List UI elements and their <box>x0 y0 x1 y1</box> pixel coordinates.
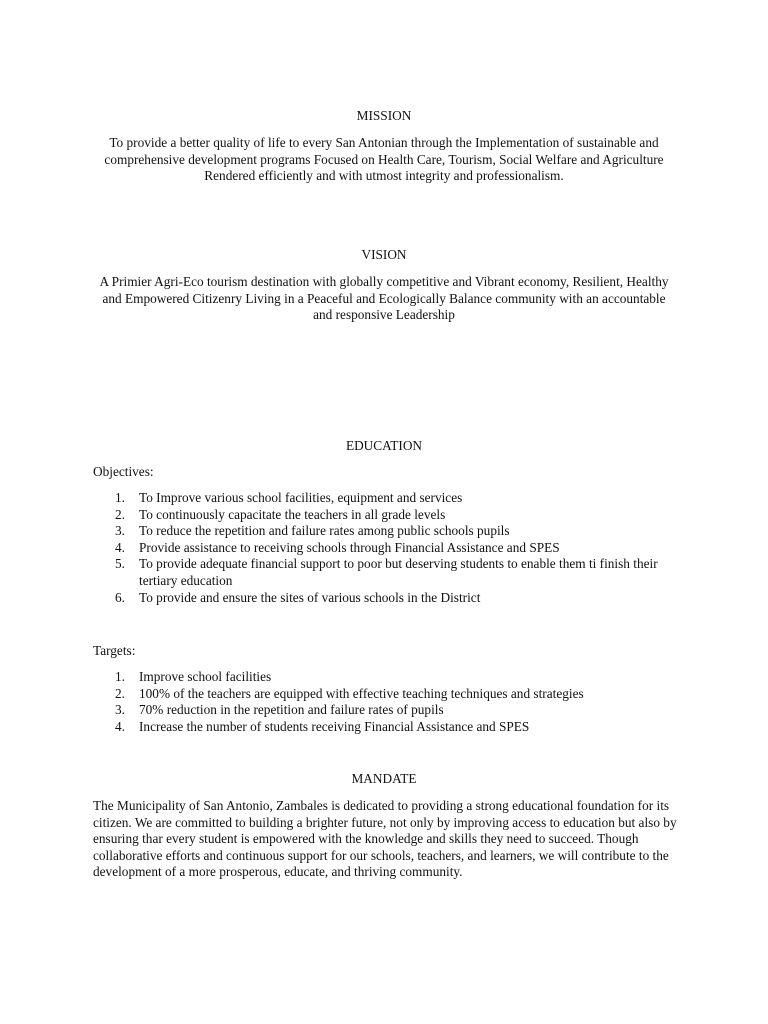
list-number: 4. <box>115 718 125 734</box>
vision-heading: VISION <box>361 247 407 262</box>
list-item-text: To provide and ensure the sites of various schools in the District <box>139 589 481 605</box>
targets-list <box>93 669 675 735</box>
list-item <box>93 523 675 540</box>
vision-text: A Primier Agri-Eco tourism destination with globally competitive and Vibrant economy, Resilient, Healthy and Empowered Citizenry Living in a Peaceful and Ecologically Balance community with an accountable and responsive Leadership <box>99 274 669 323</box>
mission-heading: MISSION <box>356 108 412 123</box>
list-number: 1. <box>115 669 125 684</box>
list-number: 5. <box>115 556 125 572</box>
list-number: 2. <box>115 506 125 522</box>
list-item <box>93 669 675 686</box>
list-number: 4. <box>115 539 125 555</box>
list-item-text: Provide assistance to receiving schools through Financial Assistance and SPES <box>139 539 560 555</box>
list-item <box>93 540 675 557</box>
list-item <box>93 590 675 607</box>
list-number: 2. <box>115 685 125 701</box>
mission-text: To provide a better quality of life to every San Antonian through the Implementation of sustainable and comprehensive development programs Focused on Health Care, Tourism, Social Welfare and Agriculture Rendered efficiently and with utmost integrity and professionalism. <box>104 135 664 184</box>
list-item-text: Increase the number of students receiving Financial Assistance and SPES <box>139 718 530 734</box>
list-item <box>93 556 675 589</box>
list-item-text: To reduce the repetition and failure rates among public schools pupils <box>139 523 510 539</box>
list-item-text: To provide adequate financial support to poor but deserving students to enable them ti finish their tertiary education <box>139 556 658 588</box>
list-item-text: 70% reduction in the repetition and failure rates of pupils <box>139 702 444 718</box>
targets-label: Targets: <box>93 643 136 658</box>
list-number: 3. <box>115 702 125 718</box>
list-item-text: To continuously capacitate the teachers in all grade levels <box>139 506 446 522</box>
list-item <box>93 686 675 703</box>
list-item <box>93 719 675 736</box>
education-heading: EDUCATION <box>345 438 423 453</box>
list-item-text: Improve school facilities <box>139 669 272 684</box>
list-item <box>93 490 675 507</box>
list-item <box>93 507 675 524</box>
mandate-heading: MANDATE <box>351 771 417 786</box>
list-number: 3. <box>115 523 125 539</box>
objectives-list <box>93 490 675 606</box>
list-number: 1. <box>115 490 125 505</box>
list-number: 6. <box>115 589 125 605</box>
mandate-text: The Municipality of San Antonio, Zambales is dedicated to providing a strong educational foundation for its citizen. We are committed to building a brighter future, not only by improving access to education but also by ensuring thar every student is empowered with the knowledge and skills they need to succeed. Though collaborative efforts and continuous support for our schools, teachers, and learners, we will contribute to the development of a more prosperous, educate, and thriving community. <box>93 798 677 880</box>
list-item-text: To Improve various school facilities, equipment and services <box>139 490 463 505</box>
objectives-label: Objectives: <box>93 464 154 479</box>
list-item-text: 100% of the teachers are equipped with effective teaching techniques and strategies <box>139 685 584 701</box>
list-item <box>93 702 675 719</box>
